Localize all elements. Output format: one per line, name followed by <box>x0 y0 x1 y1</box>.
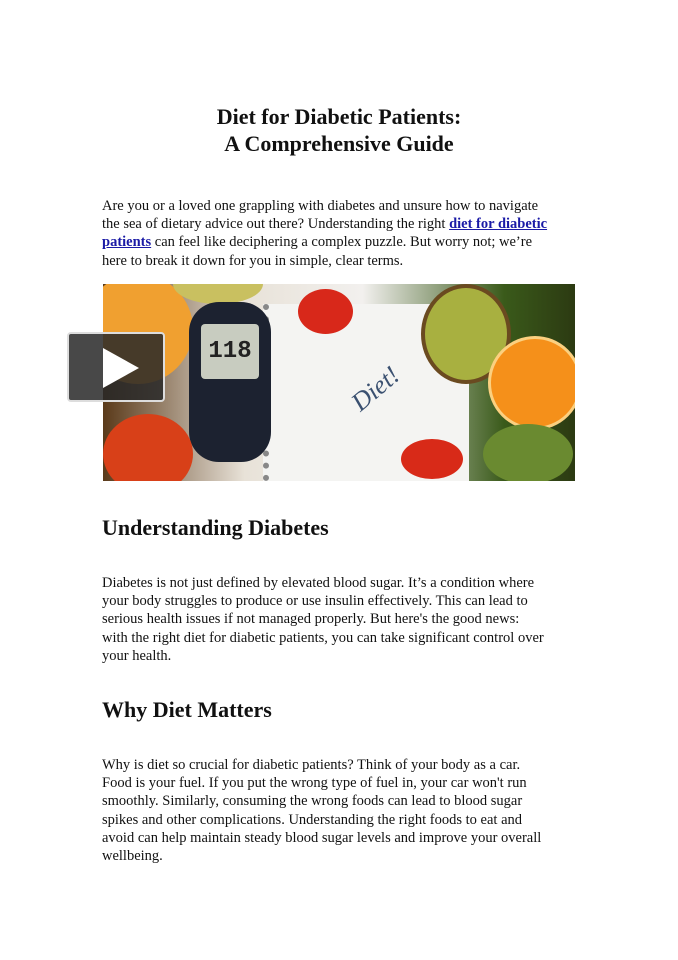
text-span: the sea of dietary advice out there? Understanding the right <box>102 216 450 233</box>
note-text: Diet! <box>345 360 406 417</box>
intro-paragraph <box>102 197 582 270</box>
section-heading: Why Diet Matters <box>102 697 272 722</box>
text-line: your body struggles to produce or use insulin effectively. This can lead to <box>102 593 528 610</box>
text-span: can feel like deciphering a complex puzzle. But worry not; we’re <box>151 234 533 251</box>
text-line: Are you or a loved one grappling with diabetes and unsure how to navigate <box>102 198 539 214</box>
text-line: your health. <box>102 647 172 664</box>
section-paragraph <box>102 756 582 865</box>
play-video-button[interactable] <box>67 332 165 402</box>
text-line <box>102 233 582 251</box>
kiwi-shape <box>173 284 263 304</box>
text-line: here to break it down for you in simple, clear terms. <box>102 252 404 269</box>
text-line: spikes and other complications. Understanding the right foods to eat and <box>102 811 523 828</box>
section-heading: Understanding Diabetes <box>102 515 329 540</box>
tomato-slice-shape <box>401 439 463 479</box>
text-line: avoid can help maintain steady blood sugar levels and improve your overall <box>102 829 542 846</box>
grapefruit-shape <box>103 414 193 481</box>
play-icon <box>103 348 139 388</box>
meter-reading: 118 <box>201 324 259 379</box>
text-line: with the right diet for diabetic patients, you can take significant control over <box>102 629 544 646</box>
diet-link[interactable]: diet for diabetic <box>449 216 548 233</box>
tomato-shape <box>298 289 353 334</box>
text-line <box>102 215 582 233</box>
glucose-meter <box>189 302 271 462</box>
text-line: Diabetes is not just defined by elevated blood sugar. It’s a condition where <box>102 575 535 591</box>
text-line: serious health issues if not managed properly. But here's the good news: <box>102 611 520 628</box>
text-line: Food is your fuel. If you put the wrong type of fuel in, your car won't run <box>102 775 527 792</box>
page-title-line-1: Diet for Diabetic Patients: <box>216 104 462 129</box>
orange-half-shape <box>488 336 575 430</box>
diet-hero-image <box>103 284 575 481</box>
diet-link-continued[interactable]: patients <box>102 234 152 251</box>
section-paragraph <box>102 574 582 665</box>
text-line: wellbeing. <box>102 848 163 865</box>
page-title-line-2: A Comprehensive Guide <box>224 131 454 156</box>
broccoli-shape <box>483 424 573 481</box>
text-line: smoothly. Similarly, consuming the wrong foods can lead to blood sugar <box>102 793 523 810</box>
text-line: Why is diet so crucial for diabetic patients? Think of your body as a car. <box>102 757 521 773</box>
